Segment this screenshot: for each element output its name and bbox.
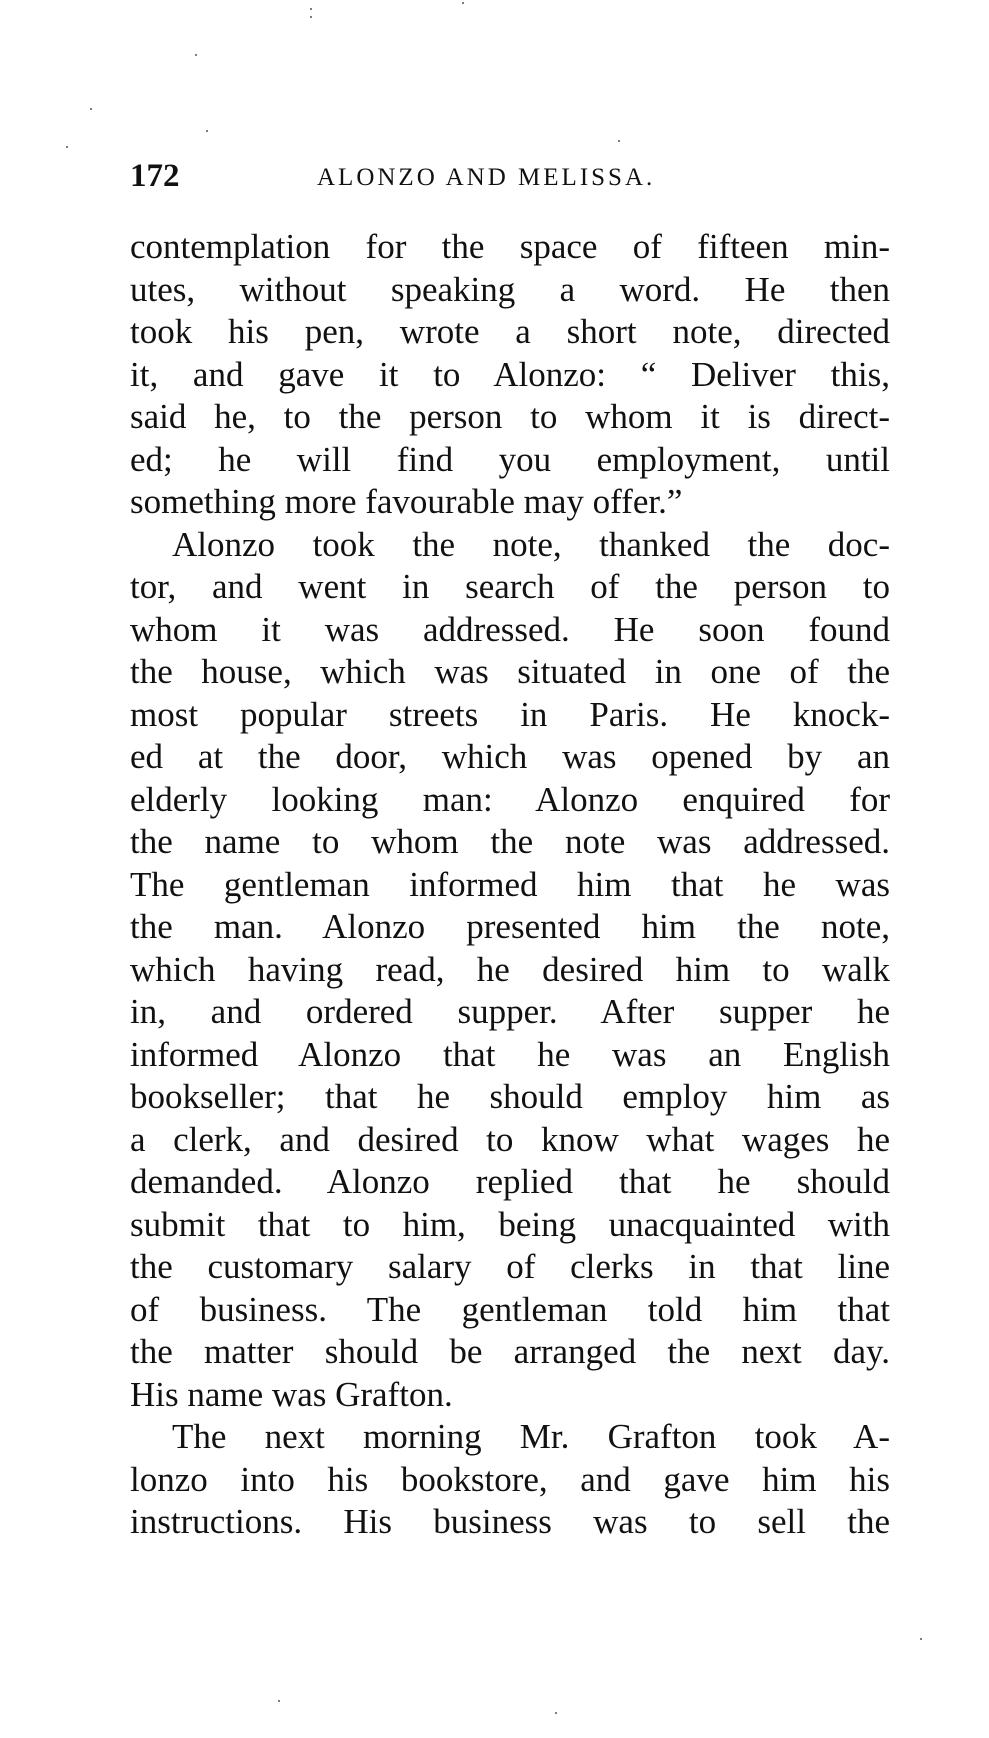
text-line: which having read, he desired him to walk (130, 949, 890, 989)
body-text (130, 226, 890, 1544)
paragraph (130, 524, 890, 1417)
text-line: informed Alonzo that he was an English (130, 1034, 890, 1074)
text-line: ed at the door, which was opened by an (130, 737, 890, 776)
scan-speck (310, 16, 312, 18)
text-line: in, and ordered supper. After supper he (130, 992, 890, 1031)
text-line: The gentleman informed him that he was (130, 864, 890, 904)
text-line: most popular streets in Paris. He knock- (130, 694, 890, 734)
text-line: Alonzo took the note, thanked the doc- (172, 524, 890, 564)
text-line: lonzo into his bookstore, and gave him his (130, 1459, 890, 1499)
text-line: the matter should be arranged the next day. (130, 1332, 890, 1371)
text-line: contemplation for the space of fifteen min- (130, 227, 890, 266)
text-line: whom it was addressed. He soon found (130, 609, 890, 649)
text-line: the name to whom the note was addressed. (130, 822, 890, 861)
text-line: the man. Alonzo presented him the note, (130, 907, 890, 946)
paragraph (130, 1416, 890, 1544)
text-line: it, and gave it to Alonzo: “ Deliver this, (130, 354, 890, 394)
paragraph (130, 226, 890, 524)
text-line: a clerk, and desired to know what wages he (130, 1119, 890, 1159)
scan-speck (206, 130, 208, 132)
text-line: said he, to the person to whom it is direct- (130, 397, 890, 436)
page-header (130, 158, 890, 208)
text-line: took his pen, wrote a short note, directed (130, 312, 890, 351)
running-title: ALONZO AND MELISSA. (317, 164, 656, 191)
text-line: instructions. His business was to sell the (130, 1502, 890, 1541)
text-line: ed; he will find you employment, until (130, 439, 890, 479)
text-line: His name was Grafton. (130, 1374, 453, 1414)
text-line: the customary salary of clerks in that line (130, 1247, 890, 1286)
text-line: demanded. Alonzo replied that he should (130, 1162, 890, 1201)
scan-speck (90, 108, 92, 110)
text-line: elderly looking man: Alonzo enquired for (130, 779, 890, 819)
text-line: something more favourable may offer.” (130, 482, 683, 521)
text-line: of business. The gentleman told him that (130, 1289, 890, 1329)
scan-speck (195, 54, 197, 56)
text-line: submit that to him, being unacquainted with (130, 1204, 890, 1244)
text-line: utes, without speaking a word. He then (130, 269, 890, 309)
scan-speck (920, 1638, 922, 1640)
text-line: The next morning Mr. Grafton took A- (172, 1417, 890, 1456)
text-line: bookseller; that he should employ him as (130, 1077, 890, 1116)
scan-speck (462, 2, 464, 4)
text-line: the house, which was situated in one of the (130, 652, 890, 691)
scan-speck (618, 140, 620, 142)
page-number: 172 (130, 158, 180, 194)
scan-speck (555, 1712, 557, 1714)
text-line: tor, and went in search of the person to (130, 567, 890, 606)
scan-speck (310, 8, 312, 10)
scan-speck (66, 146, 68, 148)
scan-speck (278, 1700, 280, 1702)
